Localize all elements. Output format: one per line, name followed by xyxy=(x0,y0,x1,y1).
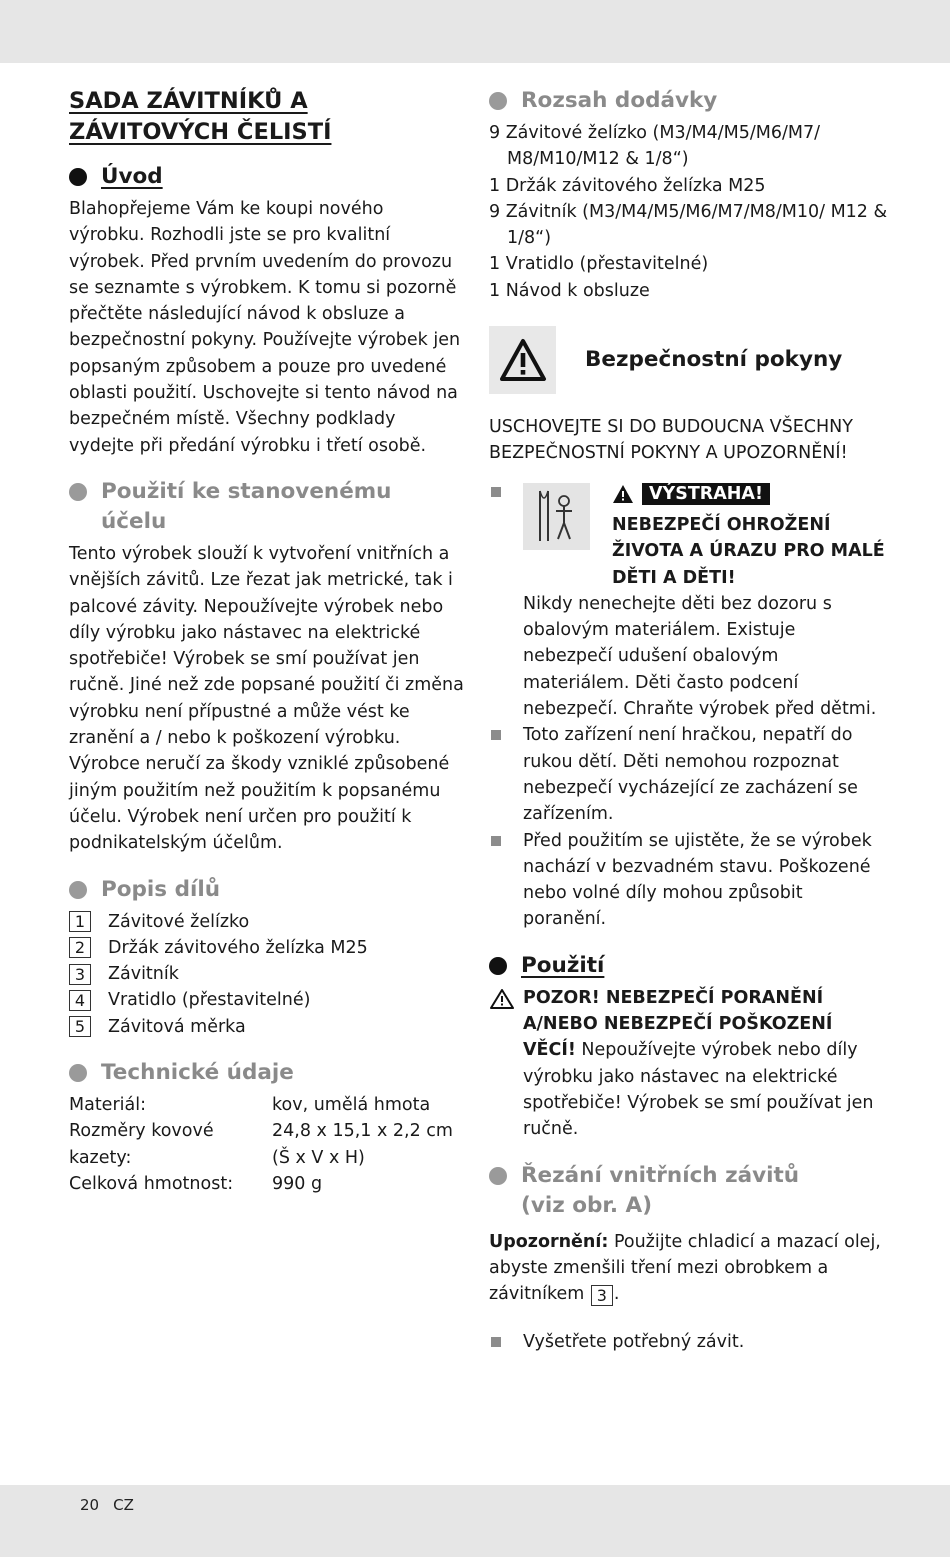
scope-heading: Rozsah dodávky xyxy=(489,86,889,116)
square-bullet-icon xyxy=(491,487,501,497)
language-code: CZ xyxy=(113,1496,134,1514)
parts-heading: Popis dílů xyxy=(69,875,464,905)
keep-instructions-notice: USCHOVEJTE SI DO BUDOUCNA VŠECHNY BEZPEČNOSTNÍ POKYNY A UPOZORNĚNÍ! xyxy=(489,417,853,464)
tech-heading: Technické údaje xyxy=(69,1058,464,1088)
left-column xyxy=(69,86,464,1197)
list-item: 9 Závitník (M3/M4/M5/M6/M7/M8/M10/ M12 & 1/8“) xyxy=(489,201,888,249)
part-number-box: 4 xyxy=(69,990,91,1011)
list-item: 3 Závitník xyxy=(69,961,464,987)
warning-title: NEBEZPEČÍ OHROŽENÍ ŽIVOTA A ÚRAZU PRO MALÉ DĚTI A DĚTI! xyxy=(612,514,885,588)
part-number-box: 1 xyxy=(69,911,91,932)
list-item: 1 Držák závitového želízka M25 xyxy=(489,175,766,196)
safety-bullet: Před použitím se ujistěte, že se výrobek nachází v bezvadném stavu. Poškozené nebo volné díly mohou způsobit poranění. xyxy=(489,828,889,933)
usage-heading: Použití xyxy=(489,951,889,981)
safety-bullet: Toto zařízení není hračkou, nepatří do rukou dětí. Děti nemohou rozpoznat nebezpečí vycházející ze zacházení se zařízením. xyxy=(489,722,889,827)
list-item: 1 Vratidlo (přestavitelné) xyxy=(489,254,709,275)
part-number-box: 2 xyxy=(69,937,91,958)
part-number-box: 5 xyxy=(69,1016,91,1037)
small-warning-triangle-icon xyxy=(612,484,634,504)
list-item: 5 Závitová měrka xyxy=(69,1014,464,1040)
caution-triangle-icon xyxy=(489,988,515,1010)
warning-triangle-icon xyxy=(489,326,556,394)
square-bullet-icon xyxy=(491,730,501,740)
bottom-margin-band xyxy=(0,1485,950,1557)
safety-header xyxy=(489,326,889,394)
list-item: 1 Závitové želízko xyxy=(69,909,464,935)
child-packaging-warning-icon xyxy=(523,483,590,550)
intended-use-text: Tento výrobek slouží k vytvoření vnitřních a vnějších závitů. Lze řezat jak metrické, tak i palcové závity. Nepoužívejte výrobek nebo díly výrobku jako nástavec na elektrické spotřebiče! Výrobek se smí používat jen ručně. Jiné než zde popsané použití či změna výrobku není přípustné a může vést ke zranění a / nebo k poškození výrobku. Výrobce neručí za škody vzniklé způsobené jiným použitím než použitím k popsanému účelu. Výrobek není určen pro použití k podnikatelským účelům. xyxy=(69,543,464,854)
intended-use-heading: Použití ke stanovenému účelu xyxy=(69,477,464,537)
page-footer xyxy=(80,1496,134,1514)
scope-list xyxy=(489,120,889,304)
warning-bullet xyxy=(489,479,889,723)
square-bullet-icon xyxy=(491,836,501,846)
threading-heading: Řezání vnitřních závitů (viz obr. A) xyxy=(489,1161,889,1221)
table-row: Celková hmotnost: 990 g xyxy=(69,1173,323,1194)
tech-table xyxy=(69,1092,464,1197)
bullet-dot-icon xyxy=(69,483,87,501)
warning-label: VÝSTRAHA! xyxy=(642,483,770,505)
bullet-dot-icon xyxy=(69,881,87,899)
table-row: Rozměry kovové kazety: 24,8 x 15,1 x 2,2 cm (Š x V x H) xyxy=(69,1121,453,1168)
warning-text: Nikdy nenechejte děti bez dozoru s obalovým materiálem. Existuje nebezpečí udušení obalovým materiálem. Děti často podcení nebezpečí. Chraňte výrobek před dětmi. xyxy=(523,593,877,720)
page-number: 20 xyxy=(80,1496,100,1514)
top-margin-band xyxy=(0,0,950,63)
list-item: 9 Závitové želízko (M3/M4/M5/M6/M7/ M8/M10/M12 & 1/8“) xyxy=(489,123,820,170)
bullet-dot-icon xyxy=(489,957,507,975)
table-row: Materiál: kov, umělá hmota xyxy=(69,1095,431,1116)
threading-note: Upozornění: Použijte chladicí a mazací olej, abyste zmenšili tření mezi obrobkem a závitníkem 3 . xyxy=(489,1231,881,1306)
parts-list xyxy=(69,909,464,1040)
list-item: 1 Návod k obsluze xyxy=(489,280,650,301)
bullet-dot-icon xyxy=(69,1064,87,1082)
bullet-dot-icon xyxy=(489,92,507,110)
intro-heading: Úvod xyxy=(69,162,464,192)
list-item: 4 Vratidlo (přestavitelné) xyxy=(69,987,464,1013)
part-number-box: 3 xyxy=(591,1285,613,1306)
part-number-box: 3 xyxy=(69,964,91,985)
safety-title: Bezpečnostní pokyny xyxy=(585,346,843,372)
bullet-dot-icon xyxy=(489,1167,507,1185)
square-bullet-icon xyxy=(491,1337,501,1347)
right-column xyxy=(489,86,889,1356)
caution-block: POZOR! NEBEZPEČÍ PORANĚNÍ A/NEBO NEBEZPEČÍ POŠKOZENÍ VĚCÍ! Nepoužívejte výrobek nebo díly výrobku jako nástavec na elektrické spotřebiče! Výrobek se smí používat jen ručně. xyxy=(489,985,889,1143)
list-item: 2 Držák závitového želízka M25 xyxy=(69,935,464,961)
step-bullet: Vyšetřete potřebný závit. xyxy=(489,1329,889,1355)
document-title: SADA ZÁVITNÍKŮ A ZÁVITOVÝCH ČELISTÍ xyxy=(69,88,332,145)
intro-text: Blahopřejeme Vám ke koupi nového výrobku. Rozhodli jste se pro kvalitní výrobek. Před prvním uvedením do provozu se seznamte s výrobkem. K tomu si pozorně přečtěte následující návod k obsluze a bezpečnostní pokyny. Používejte výrobek jen popsaným způsobem a pouze pro uvedené oblasti použití. Uschovejte si tento návod na bezpečném místě. Všechny podklady vydejte při předání výrobku i třetí osobě. xyxy=(69,199,461,456)
bullet-dot-icon xyxy=(69,168,87,186)
